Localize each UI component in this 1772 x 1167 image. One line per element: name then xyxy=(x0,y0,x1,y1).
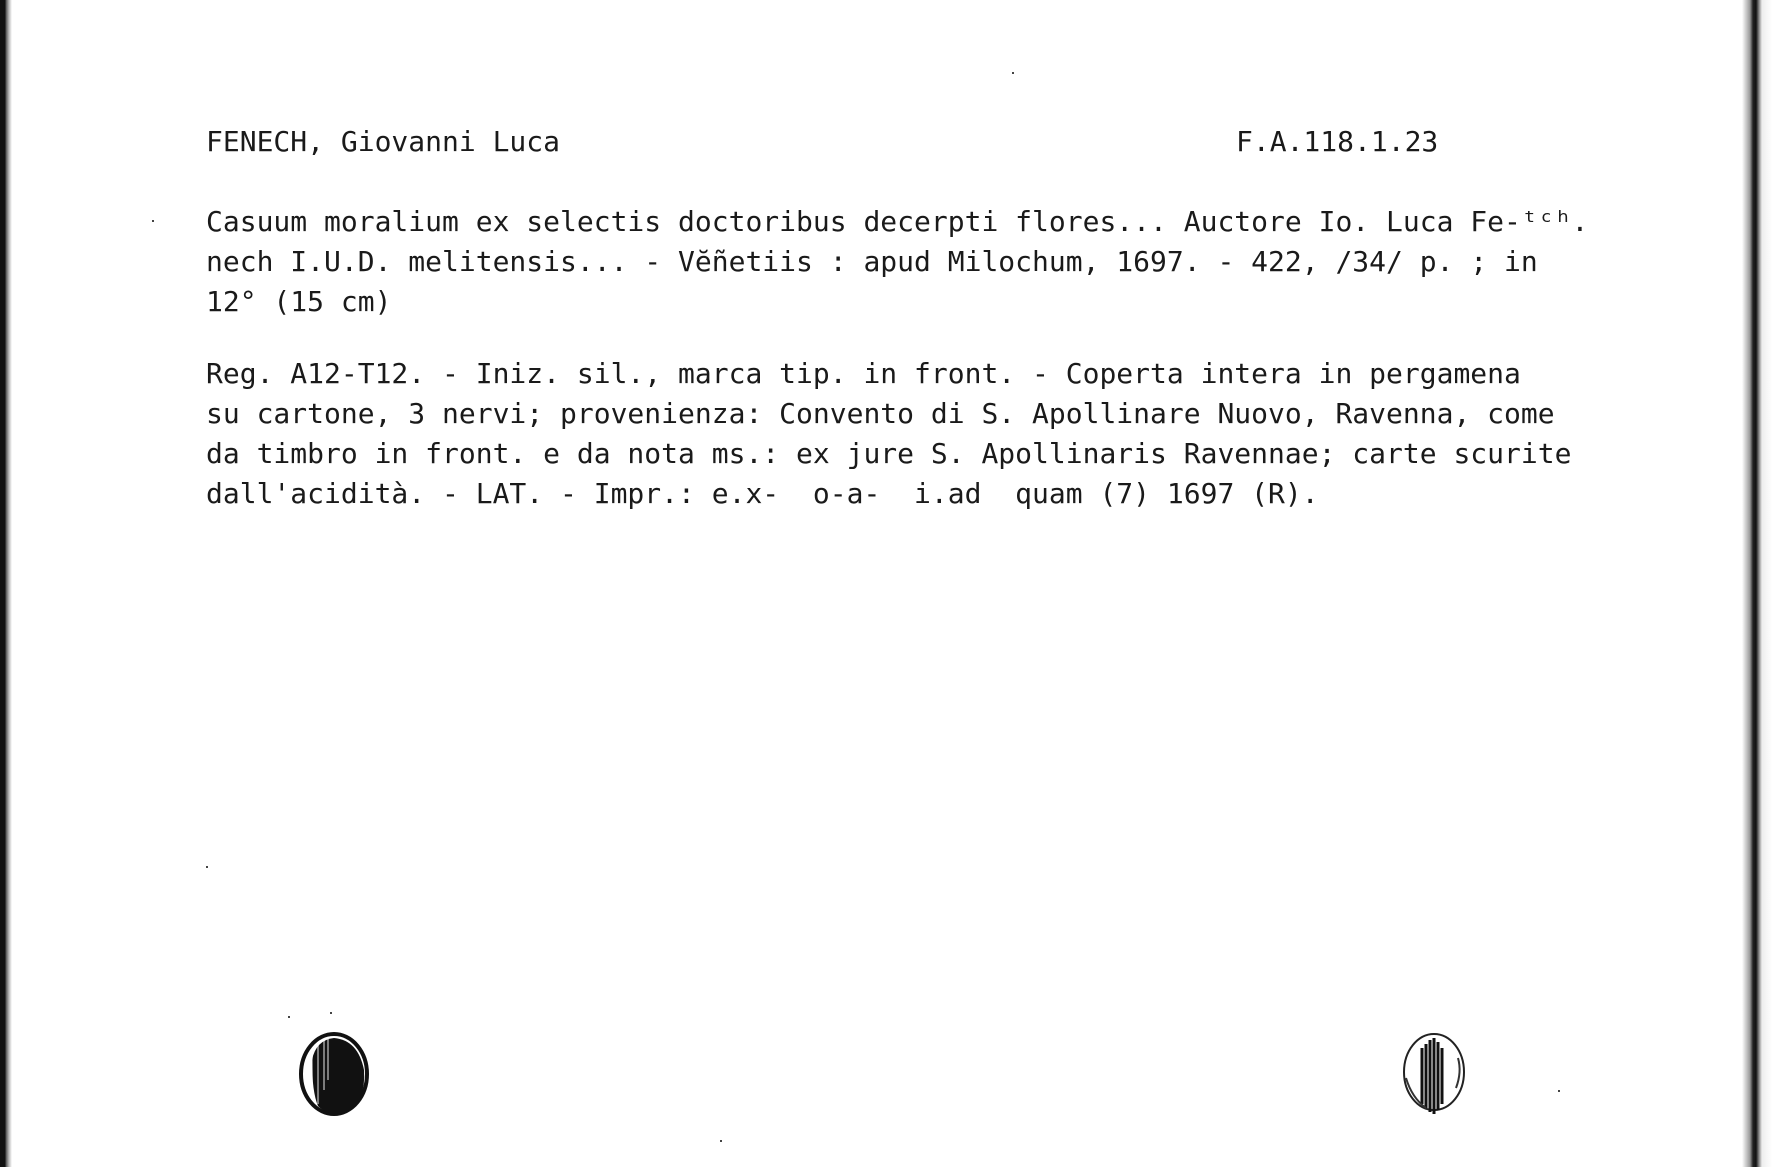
paper-speck xyxy=(720,1140,722,1142)
paper-speck xyxy=(206,866,208,868)
punch-hole-left xyxy=(298,1030,372,1122)
description-line: 12° (15 cm) xyxy=(206,285,392,318)
shelfmark: F.A.118.1.23 xyxy=(1236,125,1439,158)
author-heading: FENECH, Giovanni Luca xyxy=(206,125,561,158)
description-line: Casuum moralium ex selectis doctoribus decerpti flores... Auctore Io. Luca Fe-ᵗᶜʰ. xyxy=(206,205,1589,238)
punch-hole-right xyxy=(1396,1028,1470,1120)
paper-speck xyxy=(152,220,154,222)
paper-speck xyxy=(288,1016,290,1018)
card-left-edge xyxy=(0,0,12,1167)
notes-line: Reg. A12-T12. - Iniz. sil., marca tip. in front. - Coperta intera in pergamena xyxy=(206,357,1521,390)
notes-line: su cartone, 3 nervi; provenienza: Convento di S. Apollinare Nuovo, Ravenna, come xyxy=(206,397,1555,430)
notes-line: dall'acidità. - LAT. - Impr.: e.x- o-a- i.ad quam (7) 1697 (R). xyxy=(206,477,1319,510)
description-line: nech I.U.D. melitensis... - Vĕñetiis : apud Milochum, 1697. - 422, /34/ p. ; in xyxy=(206,245,1538,278)
paper-speck xyxy=(1558,1090,1560,1092)
paper-speck xyxy=(330,1012,332,1014)
paper-speck xyxy=(1012,72,1014,74)
card-right-edge xyxy=(1742,0,1772,1167)
notes-line: da timbro in front. e da nota ms.: ex jure S. Apollinaris Ravennae; carte scurite xyxy=(206,437,1572,470)
